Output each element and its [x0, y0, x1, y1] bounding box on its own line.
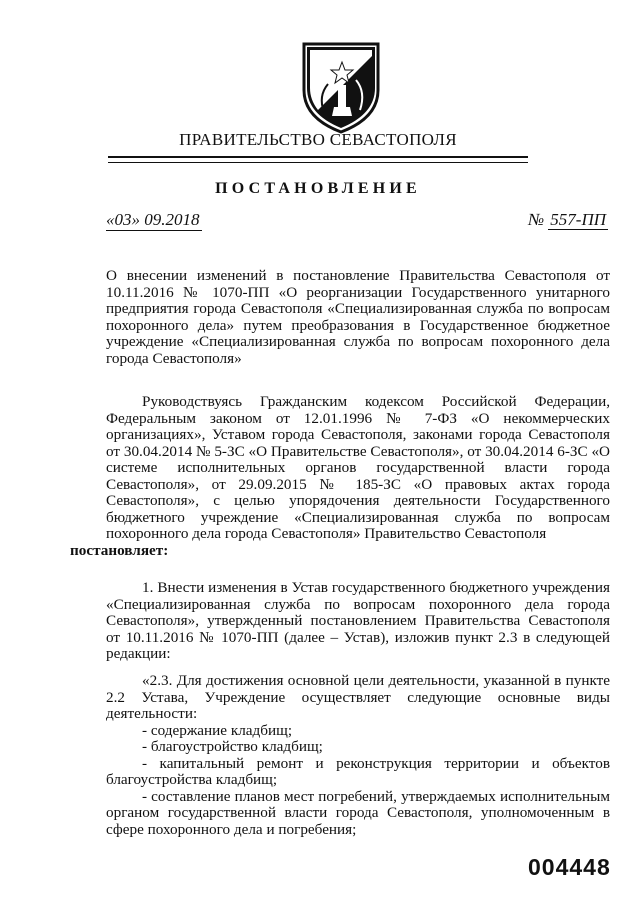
resolution-item-2-3 — [106, 673, 610, 838]
preamble-text: Руководствуясь Гражданским кодексом Российской Федерации, Федеральным законом от 12.01.1996 № 7-ФЗ «О некоммерческих организациях», Уставом города Севастополя, законами города Севастополя от 30.04.2014 № 5-ЗС «О Правительстве Севастополя», от 30.04.2014 6-ЗС «О системе исполнительных органов государственной власти города Севастополя», от 29.09.2015 № 185-ЗС «О правовых актах города Севастополя», с целью упорядочения деятельности Государственного бюджетного учреждение «Специализированная служба по вопросам похоронного дела города Севастополя» Правительство Севастополя — [106, 393, 610, 542]
government-name: ПРАВИТЕЛЬСТВО СЕВАСТОПОЛЯ — [179, 130, 457, 149]
header-divider-thick — [108, 156, 528, 158]
resolution-item-1 — [106, 580, 610, 663]
document-number — [528, 210, 608, 230]
activity-item: - капитальный ремонт и реконструкция территории и объектов благоустройства кладбищ; — [106, 754, 610, 788]
document-type-title: ПОСТАНОВЛЕНИЕ — [215, 180, 421, 197]
item-2-3-text: «2.3. Для достижения основной цели деятельности, указанной в пункте 2.2 Устава, Учреждение осуществляет следующие основные виды деятельности: — [106, 672, 610, 722]
document-subject: О внесении изменений в постановление Правительства Севастополя от 10.11.2016 № 1070-ПП «О реорганизации Государственного унитарного предприятия города Севастополя «Специализированная служба по вопросам похоронного дела» путем преобразования в Государственное бюджетное учреждение «Специализированная служба по вопросам похоронного дела города Севастополя» — [106, 267, 610, 367]
document-date: «03» 09.2018 — [106, 210, 200, 229]
document-serial-number: 004448 — [528, 854, 611, 880]
resolves-word: постановляет: — [70, 541, 169, 559]
item-1-text: 1. Внести изменения в Устав государственного бюджетного учреждения «Специализированная служба по вопросам похоронного дела города Севастополя», утвержденный постановлением Правительства Севастополя от 10.11.2016 № 1070-ПП (далее – Устав), изложив пункт 2.3 в следующей редакции: — [106, 579, 610, 662]
header-divider-thin — [108, 162, 528, 163]
activity-item: - благоустройство кладбищ; — [142, 738, 323, 755]
activity-item: - содержание кладбищ; — [142, 721, 293, 739]
document-number-value: 557-ПП — [550, 210, 606, 229]
activity-item: - составление планов мест погребений, утверждаемых исполнительным органом государственной власти города Севастополя, уполномоченным в сфере похоронного дела и погребения; — [106, 787, 610, 838]
document-number-prefix: № — [528, 210, 545, 229]
sevastopol-coat-of-arms-icon — [298, 40, 384, 136]
document-preamble — [70, 393, 610, 559]
